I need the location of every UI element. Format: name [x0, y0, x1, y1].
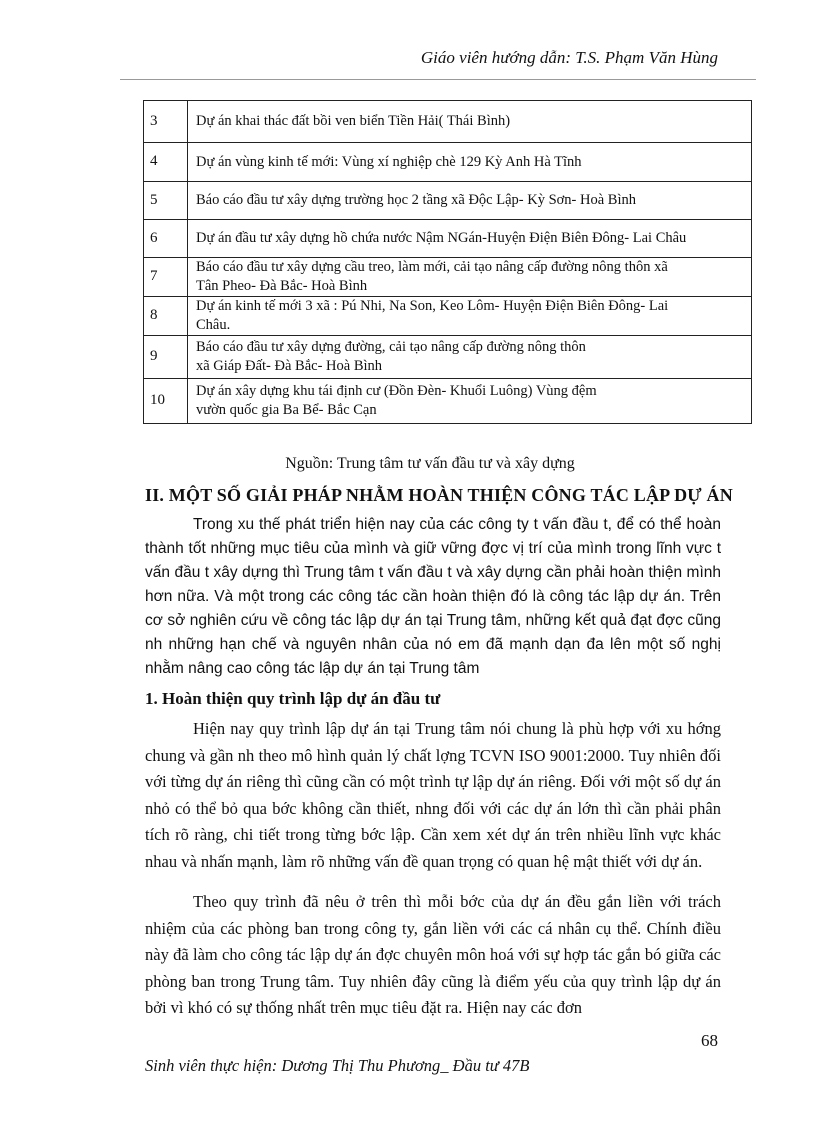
row-description-line: Báo cáo đầu tư xây dựng đường, cải tạo nâng cấp đường nông thôn: [196, 339, 586, 356]
row-description: [188, 220, 752, 258]
table-row: [144, 182, 752, 220]
table-row: [144, 258, 752, 297]
table-row: [144, 297, 752, 336]
table-row: [144, 101, 752, 143]
subsection-heading: 1. Hoàn thiện quy trình lập dự án đầu tư: [145, 689, 441, 708]
page-footer: Sinh viên thực hiện: Dương Thị Thu Phương_ Đầu tư 47B: [145, 1056, 530, 1075]
row-description-line: Báo cáo đầu tư xây dựng cầu treo, làm mới, cải tạo nâng cấp đường nông thôn xã: [196, 259, 668, 276]
row-description: [188, 101, 752, 143]
intro-paragraph: Trong xu thế phát triển hiện nay của các công ty t vấn đầu t, để có thể hoàn thành tốt những mục tiêu của mình và giữ vững đợc vị trí của mình trong lĩnh vực t vấn đầu t xây dựng thì Trung tâm t vấn đầu t và xây dựng cần phải hoàn thiện mình hơn nữa. Và một trong các công tác cần hoàn thiện đó là công tác lập dự án. Trên cơ sở nghiên cứu về công tác lập dự án tại Trung tâm, những kết quả đạt đợc cũng nh những hạn chế và nguyên nhân của nó em đã mạnh dạn đa lên một số nghị nhằm nâng cao công tác lập dự án tại Trung tâm: [145, 516, 721, 677]
row-description: [188, 379, 752, 424]
body-paragraph-2: Theo quy trình đã nêu ở trên thì mỗi bớc của dự án đều gắn liền với trách nhiệm của các phòng ban trong công ty, gắn liền với các cá nhân cụ thể. Chính điều này đã làm cho công tác lập dự án đợc chuyên môn hoá với sự hợp tác gắn bó giữa các phòng ban trong Trung tâm. Tuy nhiên đây cũng là điểm yếu của quy trình lập dự án bởi vì khó có sự thống nhất trên mục tiêu đặt ra. Hiện nay các đơn: [145, 892, 721, 1017]
page-number: 68: [701, 1031, 718, 1050]
row-description-line: Dự án kinh tế mới 3 xã : Pú Nhi, Na Son, Keo Lôm- Huyện Điện Biên Đông- Lai: [196, 298, 669, 315]
table-row: [144, 220, 752, 258]
row-number: 9: [144, 336, 188, 379]
row-description-line: Dự án đầu tư xây dựng hồ chứa nước Nậm NGán-Huyện Điện Biên Đông- Lai Châu: [196, 230, 687, 247]
row-number: 5: [144, 182, 188, 220]
row-number: 3: [144, 101, 188, 143]
table-source-caption: Nguồn: Trung tâm tư vấn đầu tư và xây dựng: [285, 455, 575, 472]
body-paragraph-1: Hiện nay quy trình lập dự án tại Trung tâm nói chung là phù hợp với xu hớng chung và gần nh theo mô hình quản lý chất lợng TCVN ISO 9001:2000. Tuy nhiên đối với từng dự án riêng thì cũng cần có một trình tự lập dự án riêng. Đối với một số dự án nhỏ có thể bỏ qua bớc không cần thiết, nhng đối với các dự án lớn thì cần phải phân tích rõ ràng, chi tiết trong từng bớc lập. Cần xem xét dự án trên nhiều lĩnh vực khác nhau và nhấn mạnh, làm rõ những vấn đề quan trọng có quan hệ mật thiết với dự án.: [145, 719, 721, 871]
row-number: 10: [144, 379, 188, 424]
projects-table: [143, 100, 752, 424]
row-description-line: Báo cáo đầu tư xây dựng trường học 2 tầng xã Độc Lập- Kỳ Sơn- Hoà Bình: [196, 192, 636, 209]
page-header: Giáo viên hướng dẫn: T.S. Phạm Văn Hùng: [420, 48, 718, 67]
table-row: [144, 143, 752, 182]
row-description-line: Tân Pheo- Đà Bắc- Hoà Bình: [196, 278, 368, 294]
row-number: 4: [144, 143, 188, 182]
header-divider: [120, 79, 756, 80]
row-number: 6: [144, 220, 188, 258]
row-description-line: Dự án vùng kinh tế mới: Vùng xí nghiệp chè 129 Kỳ Anh Hà Tĩnh: [196, 153, 582, 170]
row-description: [188, 258, 752, 297]
row-description-line: vườn quốc gia Ba Bể- Bắc Cạn: [196, 402, 377, 418]
table-row: [144, 336, 752, 379]
row-description: [188, 143, 752, 182]
row-description: [188, 297, 752, 336]
row-description: [188, 336, 752, 379]
row-number: 8: [144, 297, 188, 336]
table-row: [144, 379, 752, 424]
row-description-line: Dự án xây dựng khu tái định cư (Đồn Đèn- Khuổi Luông) Vùng đệm: [196, 383, 597, 400]
row-number: 7: [144, 258, 188, 297]
row-description-line: Châu.: [196, 317, 231, 333]
row-description-line: Dự án khai thác đất bồi ven biển Tiền Hải( Thái Bình): [196, 113, 511, 130]
row-description-line: xã Giáp Đất- Đà Bắc- Hoà Bình: [196, 358, 383, 374]
section-heading: II. MỘT SỐ GIẢI PHÁP NHẰM HOÀN THIỆN CÔNG TÁC LẬP DỰ ÁN: [145, 485, 733, 505]
row-description: [188, 182, 752, 220]
